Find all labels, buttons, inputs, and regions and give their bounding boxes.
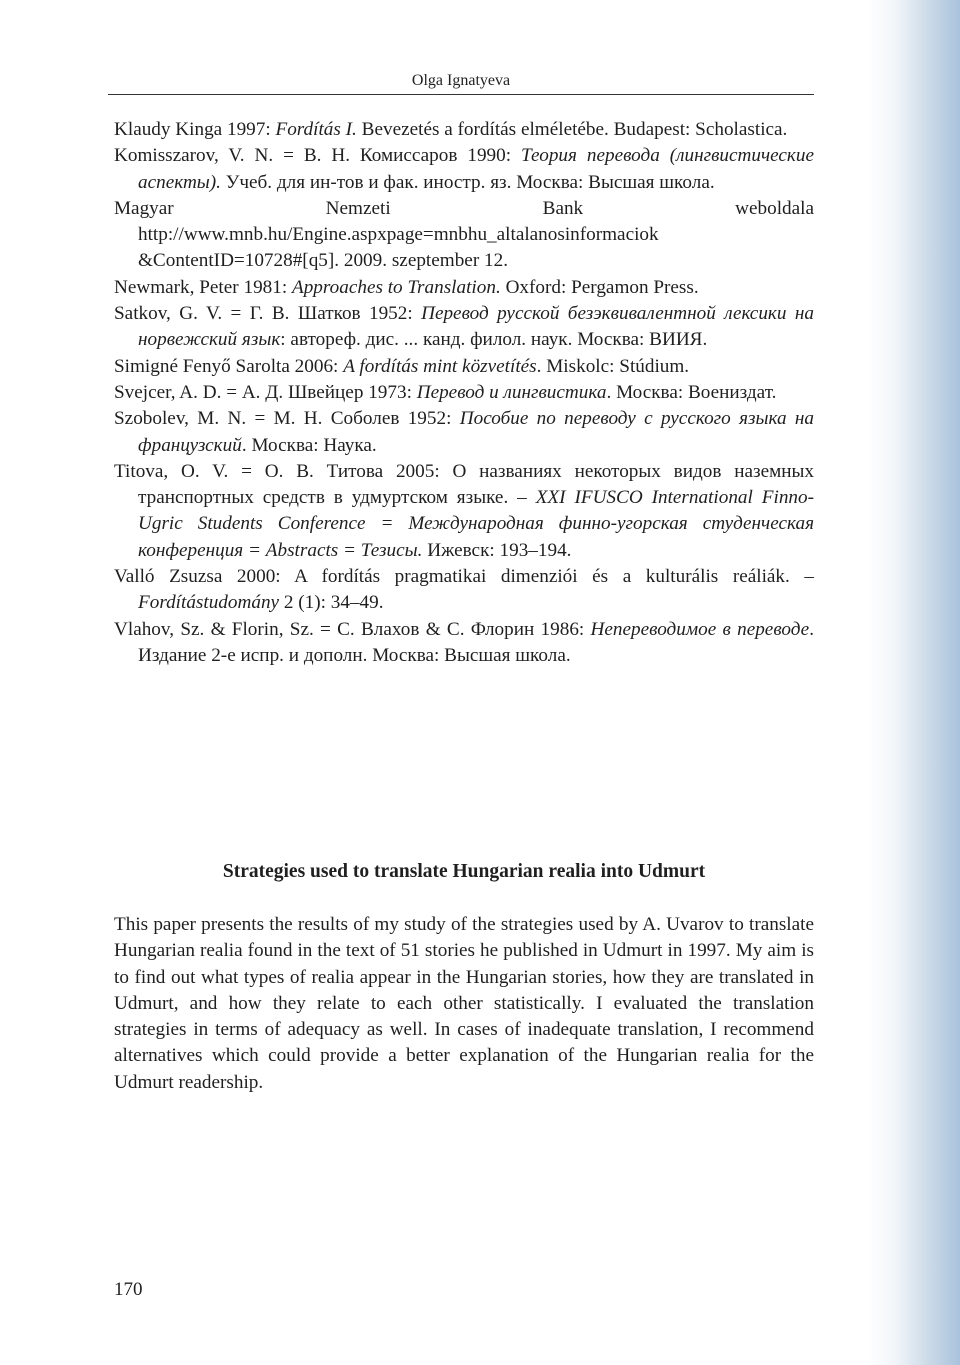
reference-entry (114, 380, 814, 406)
running-header: Olga Ignatyeva (108, 72, 814, 95)
reference-text: Valló Zsuzsa 2000: A fordítás pragmatikai dimenziói és a kulturális reáliák. – (114, 566, 814, 588)
reference-text: . Издание 2-е испр. и дополн. Москва: Высшая школа. (138, 618, 814, 666)
page-edge-shadow (868, 0, 960, 1365)
reference-text: Vlahov, Sz. & Florin, Sz. = С. Влахов & С. Флорин 1986: (114, 618, 591, 640)
reference-text: . Москва: Наука. (241, 434, 377, 456)
reference-text: Newmark, Peter 1981: (114, 276, 292, 298)
reference-entry (114, 617, 814, 670)
reference-text: Satkov, G. V. = Г. В. Шатков 1952: (114, 303, 422, 325)
abstract-paragraph: This paper presents the results of my study of the strategies used by A. Uvarov to translate Hungarian realia found in the text of 51 stories he published in Udmurt in 1997. My aim is to find out what types of realia appear in the Hungarian stories, how they are translated in Udmurt, and how they relate to each other statistically. I evaluated the translation strategies in terms of adequacy as well. In cases of inadequate translation, I recommend alternatives which could provide a better explanation of the Hungarian realia for the Udmurt readership. (114, 914, 814, 1093)
reference-text: Szobolev, M. N. = М. Н. Соболев 1952: (114, 408, 460, 430)
reference-title: Перевод и лингвистика (416, 381, 607, 403)
reference-entry (114, 301, 814, 354)
reference-text: Klaudy Kinga 1997: (114, 119, 276, 140)
reference-text: Oxford: Pergamon Press. (500, 276, 699, 298)
reference-text: 2 (1): 34–49. (279, 592, 384, 614)
reference-title: Перевод русской безэквивалентной лексики на норвежский язык (138, 303, 814, 351)
reference-title: A fordítás mint közvetítés (343, 355, 537, 377)
reference-text: . Москва: Воениздат. (606, 381, 777, 403)
reference-text: Komisszarov, V. N. = В. Н. Комиссаров 1990: (114, 145, 521, 167)
reference-text: Учеб. для ин-тов и фак. иностр. яз. Москва: Высшая школа. (220, 171, 715, 193)
reference-title: Fordítástudomány (138, 592, 280, 614)
reference-text: Magyar Nemzeti Bank weboldala http://www.mnb.hu/Engine.aspxpage=mnbhu_altalanosinformaciok &ContentID=10728#[q5]. 2009. szeptember 12. (114, 197, 814, 272)
section-title: Strategies used to translate Hungarian realia into Udmurt (222, 861, 706, 882)
reference-text: Simigné Fenyő Sarolta 2006: (114, 355, 344, 377)
reference-title: Approaches to Translation. (291, 276, 501, 298)
reference-text: . Miskolc: Stúdium. (536, 355, 690, 377)
reference-text: Svejcer, A. D. = А. Д. Швейцер 1973: (114, 381, 417, 403)
reference-entry (114, 564, 814, 617)
reference-entry (114, 459, 814, 564)
reference-text: Bevezetés a fordítás elméletébe. Budapest: Scholastica. (356, 119, 788, 140)
reference-text: Ижевск: 193–194. (422, 539, 572, 561)
reference-title: Теория перевода (лингвистические аспекты). (138, 145, 814, 193)
reference-entry (114, 275, 814, 301)
reference-entry (114, 406, 814, 459)
reference-list (114, 117, 814, 669)
reference-text: Titova, O. V. = О. В. Титова 2005: О названиях некоторых видов наземных транспортных средств в удмуртском языке. – (114, 460, 814, 509)
reference-title: Fordítás I. (275, 119, 357, 140)
reference-entry (114, 143, 814, 196)
reference-title: XXI IFUSCO International Finno-Ugric Students Conference = Международная финно-угорская студенческая конференция = Abstracts = Тезисы. (138, 487, 815, 561)
reference-title: Непереводимое в переводе (590, 618, 810, 640)
reference-entry (114, 354, 814, 380)
page-number: 170 (114, 1279, 143, 1300)
reference-text: : автореф. дис. ... канд. филол. наук. Москва: ВИИЯ. (280, 329, 708, 351)
reference-entry (114, 117, 814, 143)
reference-entry (114, 196, 814, 275)
reference-title: Пособие по переводу с русского языка на французский (138, 408, 815, 456)
